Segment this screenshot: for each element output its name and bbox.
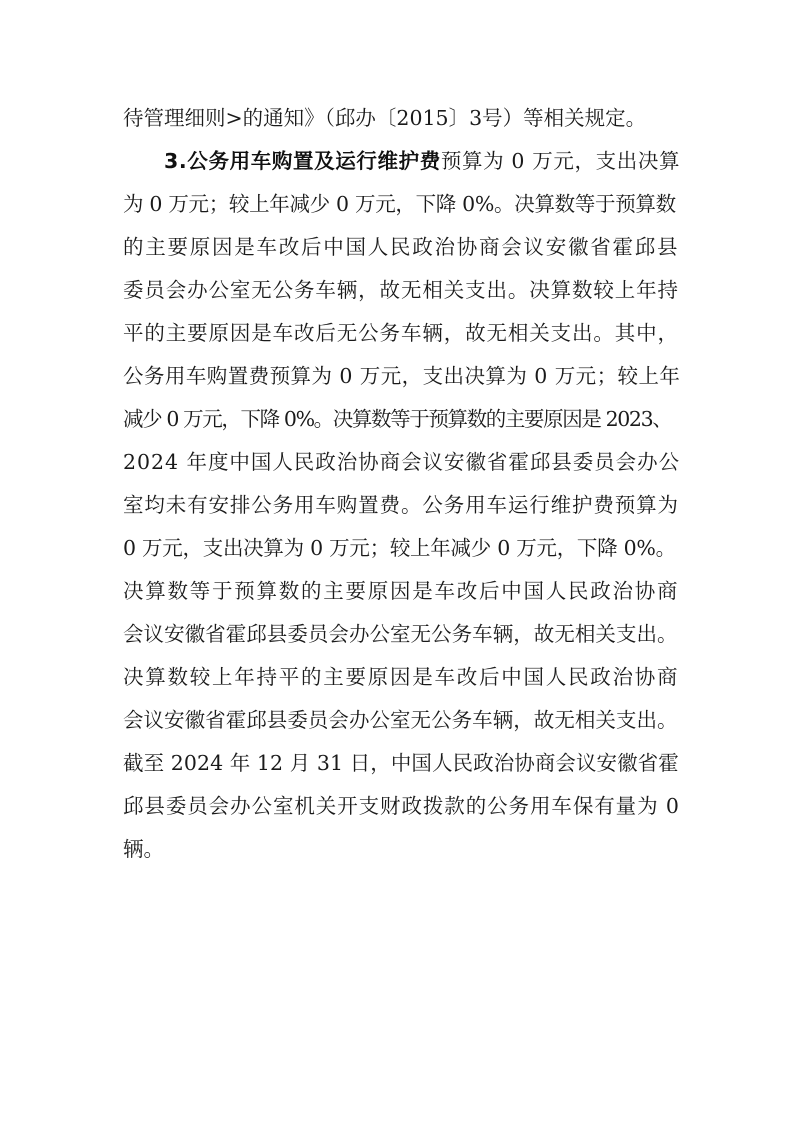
text-line-2 xyxy=(164,146,680,176)
line-text: 委员会办公室无公务车辆，故无相关支出。决算数较上年持 xyxy=(123,278,679,302)
text-line-6 xyxy=(123,318,679,348)
text-line-14 xyxy=(123,662,679,692)
text-line-12 xyxy=(123,576,679,606)
line-text: 决算数较上年持平的主要原因是车改后中国人民政治协商 xyxy=(123,665,680,689)
line-text: 平的主要原因是车改后无公务车辆，故无相关支出。其中， xyxy=(123,321,679,345)
line-text: 室均未有安排公务用车购置费。公务用车运行维护费预算为 xyxy=(123,493,679,517)
line-text: 的主要原因是车改后中国人民政治协商会议安徽省霍邱县 xyxy=(123,235,680,259)
text-line-18 xyxy=(123,834,164,864)
line-text: 为 0 万元；较上年减少 0 万元，下降 0%。决算数等于预算数 xyxy=(123,192,676,216)
line-text: 预算为 0 万元，支出决算 xyxy=(440,149,681,173)
line-text: 辆。 xyxy=(123,837,164,861)
section-heading: 3.公务用车购置及运行维护费 xyxy=(164,149,441,173)
text-line-8 xyxy=(123,404,671,434)
text-line-17 xyxy=(123,791,680,821)
line-text: 待管理细则>的通知》（邱办〔2015〕3号）等相关规定。 xyxy=(123,106,647,130)
line-text: 会议安徽省霍邱县委员会办公室无公务车辆，故无相关支出。 xyxy=(123,708,678,732)
text-line-9 xyxy=(123,447,680,477)
line-text: 0 万元，支出决算为 0 万元；较上年减少 0 万元，下降 0%。 xyxy=(123,536,676,560)
line-text: 会议安徽省霍邱县委员会办公室无公务车辆，故无相关支出。 xyxy=(123,622,678,646)
text-line-16 xyxy=(123,748,679,778)
line-text: 邱县委员会办公室机关开支财政拨款的公务用车保有量为 0 xyxy=(123,794,680,818)
line-text: 决算数等于预算数的主要原因是车改后中国人民政治协商 xyxy=(123,579,680,603)
line-text: 减少 0 万元，下降 0%。决算数等于预算数的主要原因是 2023、 xyxy=(123,407,672,431)
text-line-7 xyxy=(123,361,680,391)
line-text: 截至 2024 年 12 月 31 日，中国人民政治协商会议安徽省霍 xyxy=(123,751,679,775)
text-line-13 xyxy=(123,619,678,649)
text-line-10 xyxy=(123,490,679,520)
text-line-1 xyxy=(123,103,647,133)
text-line-11 xyxy=(123,533,676,563)
text-line-15 xyxy=(123,705,678,735)
text-line-5 xyxy=(123,275,679,305)
text-line-3 xyxy=(123,189,676,219)
text-line-4 xyxy=(123,232,679,262)
line-text: 公务用车购置费预算为 0 万元，支出决算为 0 万元；较上年 xyxy=(123,364,681,388)
line-text: 2024 年度中国人民政治协商会议安徽省霍邱县委员会办公 xyxy=(123,450,681,474)
